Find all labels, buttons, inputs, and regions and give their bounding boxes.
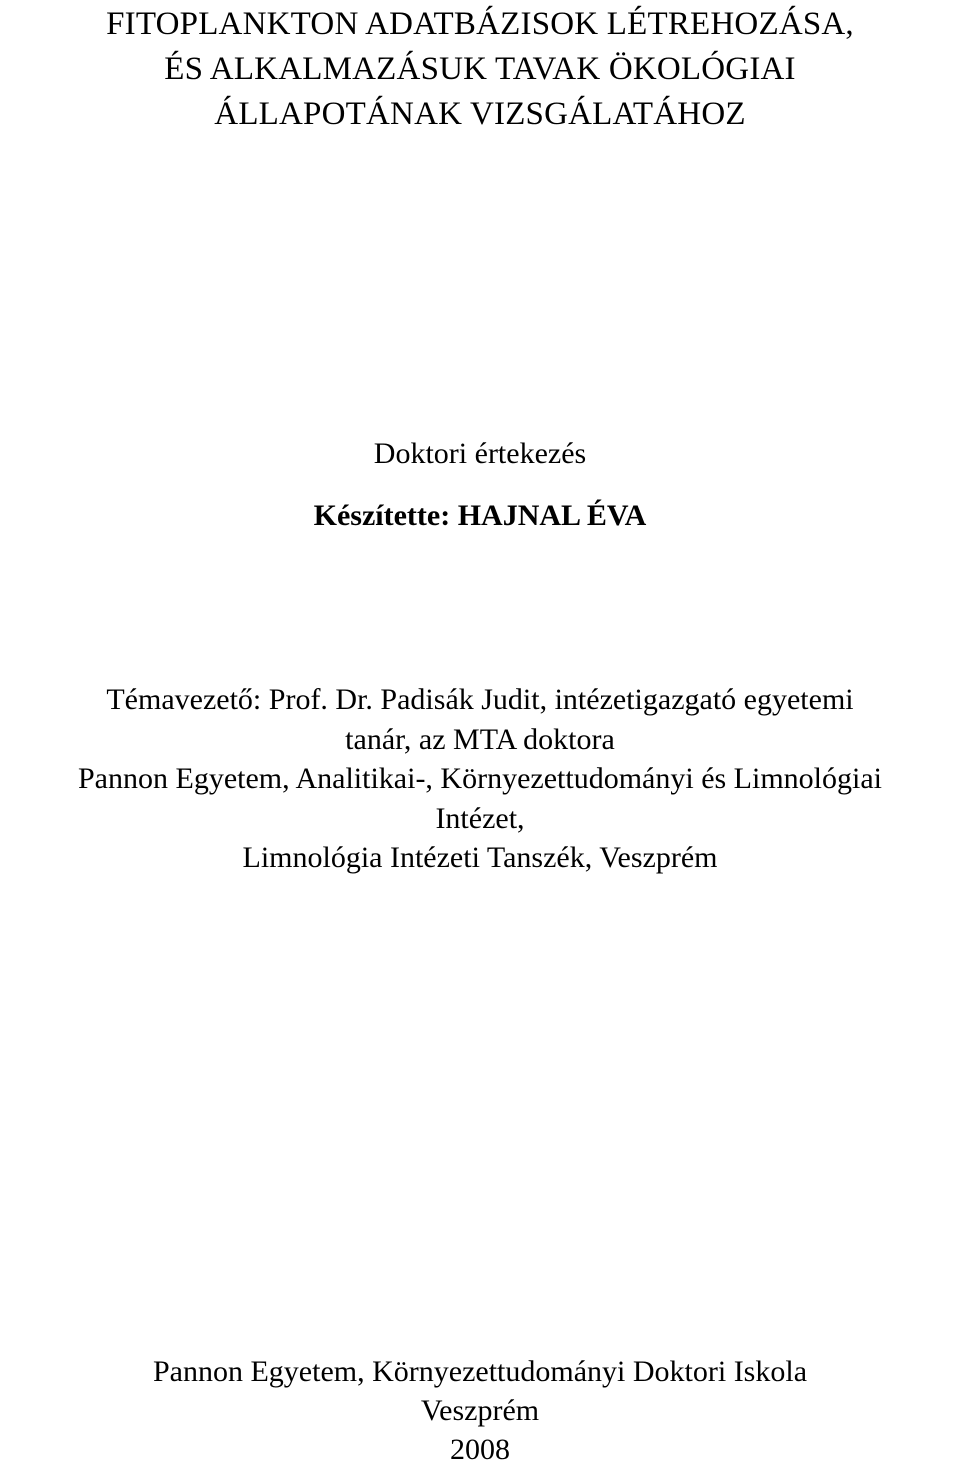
advisor-line-4: Intézet,: [435, 801, 525, 835]
footer-block: [0, 1352, 960, 1469]
author-line: Készítette: HAJNAL ÉVA: [313, 499, 647, 532]
advisor-block: [0, 680, 960, 878]
advisor-line-1: Témavezető: Prof. Dr. Padisák Judit, intézetigazgató egyetemi: [106, 683, 854, 716]
title-line-1: FITOPLANKTON ADATBÁZISOK LÉTREHOZÁSA,: [106, 6, 854, 42]
doctoral-school: Pannon Egyetem, Környezettudományi Doktori Iskola: [152, 1355, 808, 1388]
city: Veszprém: [420, 1394, 540, 1427]
advisor-line-3: Pannon Egyetem, Analitikai-, Környezettudományi és Limnológiai: [78, 762, 882, 795]
title-line-2: ÉS ALKALMAZÁSUK TAVAK ÖKOLÓGIAI: [164, 51, 796, 87]
dissertation-title: [0, 2, 960, 137]
year: 2008: [450, 1433, 510, 1466]
advisor-line-5: Limnológia Intézeti Tanszék, Veszprém: [242, 841, 718, 874]
document-type: Doktori értekezés: [373, 437, 587, 470]
title-line-3: ÁLLAPOTÁNAK VIZSGÁLATÁHOZ: [214, 96, 746, 132]
advisor-line-2: tanár, az MTA doktora: [345, 722, 615, 756]
